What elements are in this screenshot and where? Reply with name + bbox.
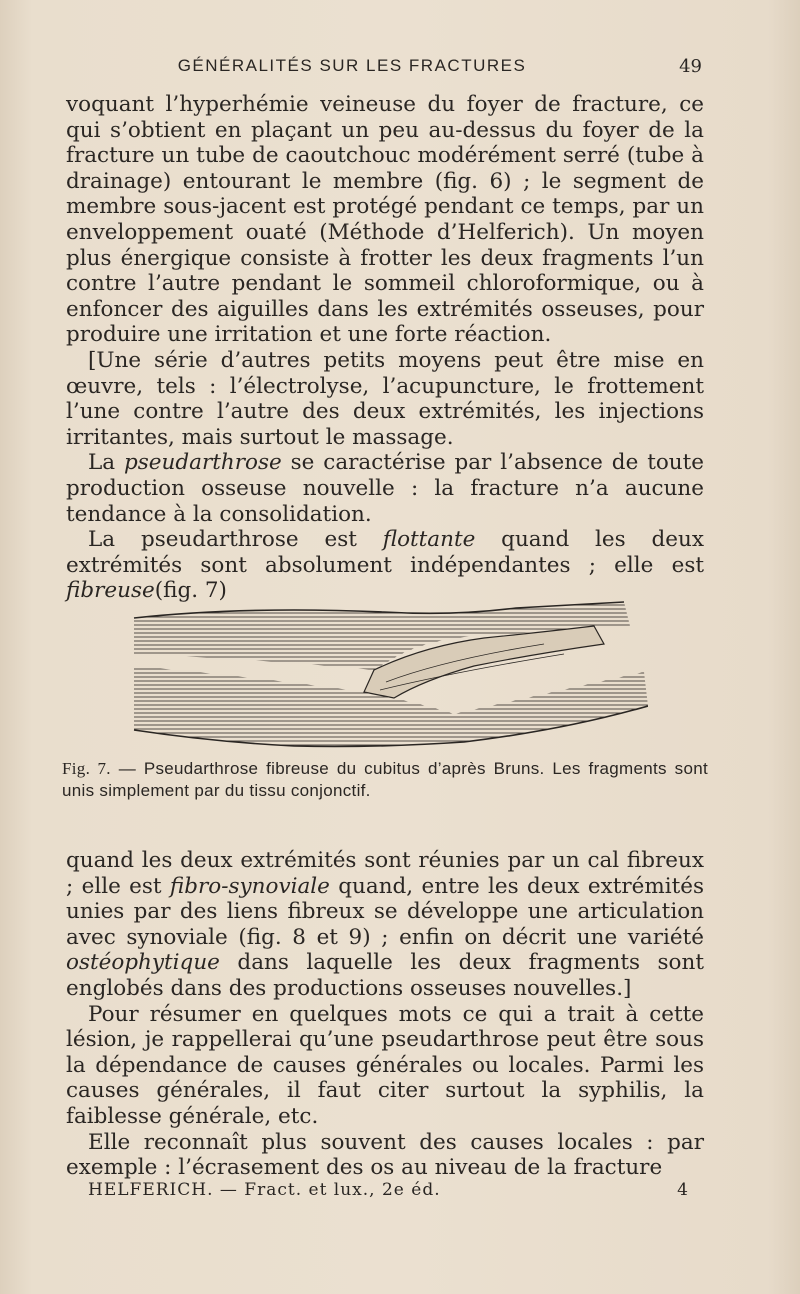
text-segment: quand les deux extrémités sont absolument indépendantes ; elle est [66,527,704,578]
italic-term: fibro-synoviale [169,873,330,899]
text-segment: se caractérise par l’absence de toute production osseuse nouvelle : la fracture n’a aucune tendance à la consolidation. [66,450,704,527]
italic-term: ostéophytique [66,950,220,976]
figure-label: Fig. 7. [62,759,111,778]
body-text-bottom [66,848,704,1181]
text-segment: voquant l’hyperhémie veineuse du foyer de fracture, ce qui s’obtient en plaçant un peu au-dessus du foyer de la fracture un tube de caoutchouc modérément serré (tube à drainage) entourant le membre (fig. 6) ; le segment de membre sous-jacent est protégé pendant ce temps, par un enveloppement ouaté (Méthode d’Helferich). Un moyen plus énergique consiste à frotter les deux fragments l’un contre l’autre pendant le sommeil chloroformique, ou à enfoncer des aiguilles dans les extrémités osseuses, pour produire une irritation et une forte réaction. [66,92,704,348]
paragraph [66,848,704,1002]
text-segment: quand, entre les deux extrémités unies par des liens fibreux se développe une articulation avec synoviale (fig. 8 et 9) ; enfin on décrit une variété [66,873,705,950]
text-segment: Elle reconnaît plus souvent des causes locales : par exemple : l’écrasement des os au niveau de la fracture [66,1129,704,1181]
paragraph [66,450,704,527]
paragraph [66,348,704,450]
text-segment: (fig. 7) [154,578,227,604]
text-segment: quand les deux extrémités sont réunies par un cal fibreux ; elle est [66,848,704,899]
paragraph [66,92,704,348]
page-number: 49 [679,56,702,77]
body-text-top [66,92,704,604]
paragraph [66,1130,704,1181]
text-segment: [Une série d’autres petits moyens peut être mise en œuvre, tels : l’électrolyse, l’acupuncture, le frottement l’une contre l’autre des deux extrémités, les injections irritantes, mais surtout le massage. [66,347,704,450]
footer-signature: HELFERICH. — Fract. et lux., 2e éd. [88,1180,441,1200]
pseudarthrosis-illustration [124,596,648,754]
sheet-number: 4 [677,1180,688,1200]
italic-term: flottante [382,527,476,553]
italic-term: fibreuse [66,578,155,604]
figure-caption [62,758,708,802]
italic-term: pseudarthrose [124,450,282,476]
text-segment: Pour résumer en quelques mots ce qui a trait à cette lésion, je rappellerai qu’une pseudarthrose peut être sous la dépendance de causes générales ou locales. Parmi les causes générales, il faut citer surtout la syphilis, la faiblesse générale, etc. [66,1001,704,1129]
paragraph [66,1002,704,1130]
text-segment: La [88,450,125,476]
running-head [62,56,702,80]
text-segment: dans laquelle les deux fragments sont englobés dans des productions osseuses nouvelles.] [66,950,704,1001]
running-title: GÉNÉRALITÉS SUR LES FRACTURES [177,56,527,75]
figure-caption-text: — Pseudarthrose fibreuse du cubitus d’après Bruns. Les fragments sont unis simplement par du tissu conjonctif. [62,759,709,800]
paragraph [66,527,704,604]
text-segment: La pseudarthrose est [88,527,383,553]
